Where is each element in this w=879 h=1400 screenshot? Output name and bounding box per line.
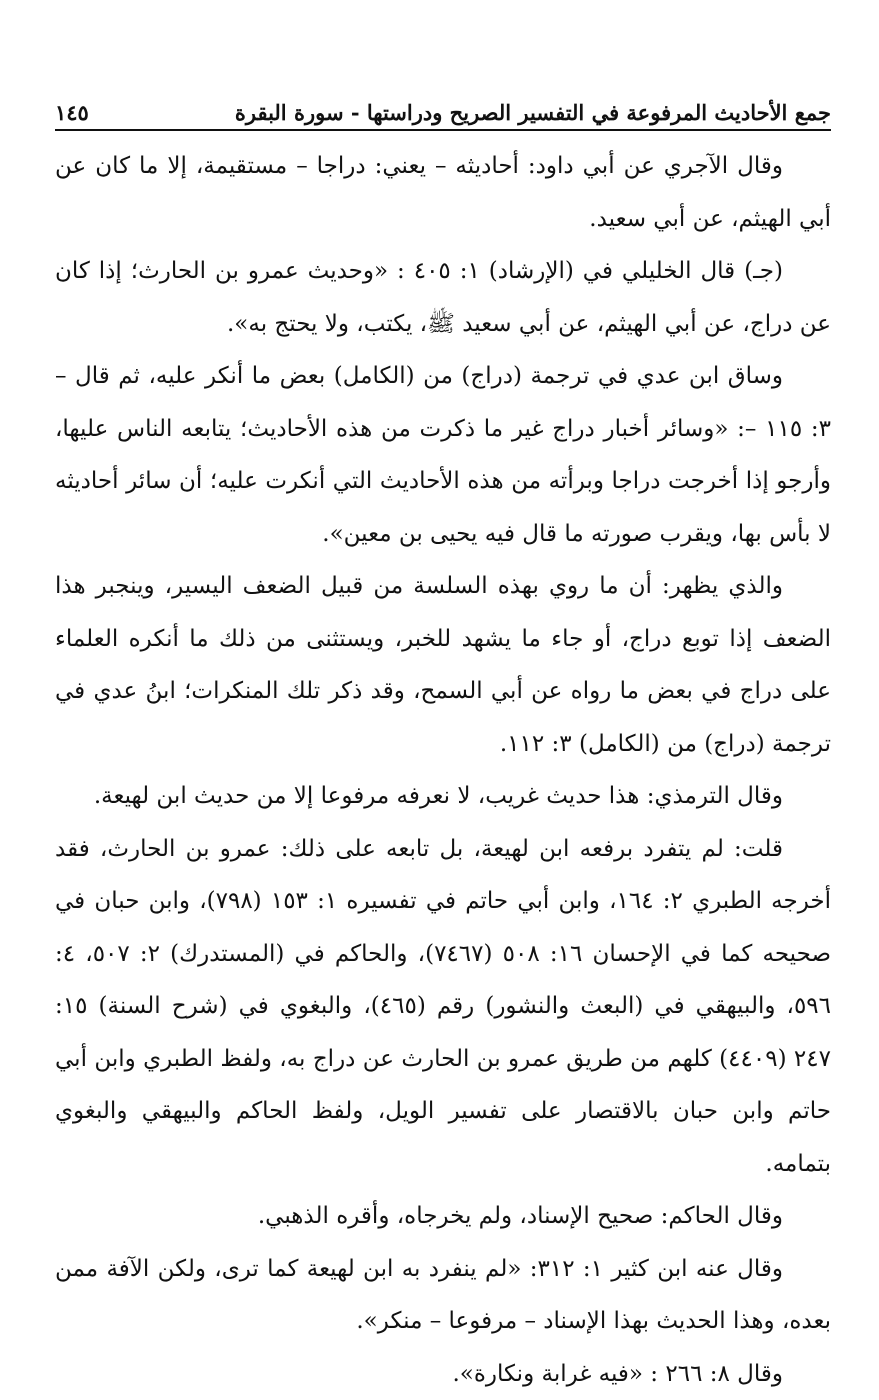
- paragraph-tirmidhi: وقال الترمذي: هذا حديث غريب، لا نعرفه مرفوعا إلا من حديث ابن لهيعة.: [55, 770, 831, 823]
- running-header: [55, 95, 831, 131]
- paragraph-ajurri: وقال الآجري عن أبي داود: أحاديثه – يعني: دراجا – مستقيمة، إلا ما كان عن أبي الهيثم، عن أبي سعيد.: [55, 140, 831, 245]
- paragraph-conclusion: والذي يظهر: أن ما روي بهذه السلسة من قبيل الضعف اليسير، وينجبر هذا الضعف إذا توبع دراج، أو جاء ما يشهد للخبر، ويستثنى من ذلك ما أنكره العلماء على دراج في بعض ما رواه عن أبي السمح، وقد ذكر تلك المنكرات؛ ابنُ عدي في ترجمة (دراج) من (الكامل) ٣: ١١٢.: [55, 560, 831, 770]
- paragraph-ibn-adi: وساق ابن عدي في ترجمة (دراج) من (الكامل) بعض ما أنكر عليه، ثم قال – ٣: ١١٥ –: «وسائر أخبار دراج غير ما ذكرت من هذه الأحاديث؛ يتابعه الناس عليها، وأرجو إذا أخرجت دراجا وبرأته من هذه الأحاديث التي أنكرت عليه؛ أن سائر أحاديثه لا بأس بها، ويقرب صورته ما قال فيه يحيى بن معين».: [55, 350, 831, 560]
- page-number: ١٤٥: [55, 100, 89, 125]
- paragraph-khalili: (جـ) قال الخليلي في (الإرشاد) ١: ٤٠٥ : «وحديث عمرو بن الحارث؛ إذا كان عن دراج، عن أبي الهيثم، عن أبي سعيد ﷺ، يكتب، ولا يحتج به».: [55, 245, 831, 350]
- paragraph-ibn-kathir-2: وقال ٨: ٢٦٦ : «فيه غرابة ونكارة».: [55, 1348, 831, 1400]
- paragraph-hakim: وقال الحاكم: صحيح الإسناد، ولم يخرجاه، وأقره الذهبي.: [55, 1190, 831, 1243]
- paragraph-ibn-kathir: وقال عنه ابن كثير ١: ٣١٢: «لم ينفرد به ابن لهيعة كما ترى، ولكن الآفة ممن بعده، وهذا الحديث بهذا الإسناد – مرفوعا – منكر».: [55, 1243, 831, 1348]
- paragraph-takhrij: قلت: لم يتفرد برفعه ابن لهيعة، بل تابعه على ذلك: عمرو بن الحارث، فقد أخرجه الطبري ٢: ١٦٤، وابن أبي حاتم في تفسيره ١: ١٥٣ (٧٩٨)، وابن حبان في صحيحه كما في الإحسان ١٦: ٥٠٨ (٧٤٦٧)، والحاكم في (المستدرك) ٢: ٥٠٧، ٤: ٥٩٦، والبيهقي في (البعث والنشور) رقم (٤٦٥)، والبغوي في (شرح السنة) ١٥: ٢٤٧ (٤٤٠٩) كلهم من طريق عمرو بن الحارث عن دراج به، ولفظ الطبري وابن أبي حاتم وابن حبان بالاقتصار على تفسير الويل، ولفظ الحاكم والبيهقي والبغوي بتمامه.: [55, 823, 831, 1191]
- body-text: [55, 140, 831, 1400]
- header-title: جمع الأحاديث المرفوعة في التفسير الصريح ودراستها - سورة البقرة: [235, 100, 831, 125]
